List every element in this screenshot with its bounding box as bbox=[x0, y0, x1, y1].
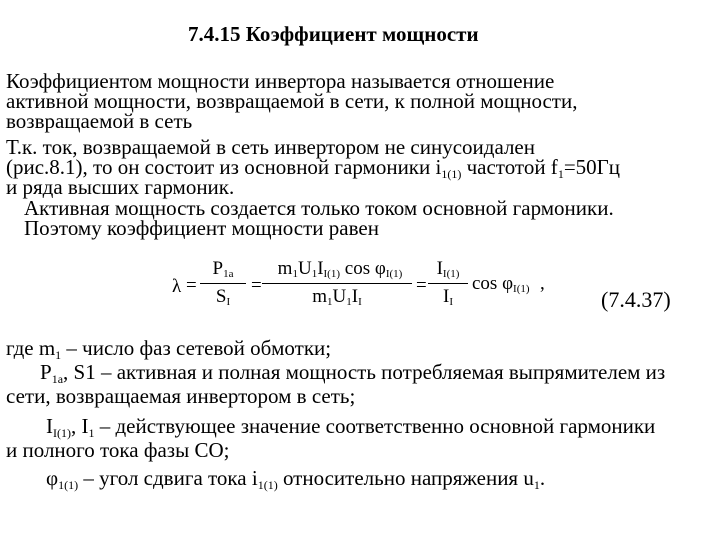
equals-sign: = bbox=[186, 275, 197, 296]
comma: , bbox=[540, 273, 545, 294]
subscript: 1 bbox=[292, 268, 298, 280]
definition-line bbox=[46, 414, 656, 440]
text-span: – число фаз сетевой обмотки; bbox=[61, 336, 332, 360]
paragraph-line: Т.к. ток, возвращаемой в сеть инвертором не синусоидален bbox=[6, 135, 535, 159]
symbol: I bbox=[351, 286, 359, 307]
subscript: I bbox=[226, 296, 231, 308]
definition-line: и полного тока фазы СО; bbox=[6, 438, 230, 462]
text-span: – действующее значение соответственно основной гармоники bbox=[94, 414, 656, 438]
fraction-numerator bbox=[265, 258, 415, 280]
symbol: m bbox=[277, 258, 293, 279]
fraction-numerator bbox=[200, 258, 246, 280]
subscript: 1 bbox=[327, 296, 333, 308]
subscript: 1 bbox=[55, 348, 62, 362]
page-title: 7.4.15 Коэффициент мощности bbox=[188, 22, 479, 46]
subscript: 1а bbox=[51, 372, 64, 386]
symbol: I bbox=[443, 286, 450, 307]
subscript: 1(1) bbox=[58, 478, 79, 492]
fraction-bar bbox=[428, 283, 468, 284]
subscript: 1(1) bbox=[441, 167, 462, 181]
definition-line bbox=[6, 336, 332, 362]
equals-sign: = bbox=[251, 275, 262, 296]
text-span: φ bbox=[46, 466, 59, 490]
lambda-symbol: λ bbox=[172, 276, 182, 297]
fraction-numerator bbox=[428, 258, 468, 280]
text-span: I bbox=[46, 414, 53, 438]
symbol: cos φ bbox=[340, 258, 386, 279]
subscript: I(1) bbox=[513, 283, 530, 295]
paragraph-line: и ряда высших гармоник. bbox=[6, 175, 235, 199]
symbol: I bbox=[317, 258, 324, 279]
definition-line bbox=[40, 360, 666, 386]
subscript: I(1) bbox=[53, 426, 71, 440]
paragraph-line: активной мощности, возвращаемой в сети, к полной мощности, bbox=[6, 89, 578, 113]
subscript: I bbox=[358, 296, 362, 308]
text-span: – угол сдвига тока i bbox=[78, 466, 258, 490]
text-span: P bbox=[40, 360, 52, 384]
text-span: . bbox=[539, 466, 546, 490]
text-span: относительно напряжения u bbox=[277, 466, 534, 490]
subscript: I bbox=[449, 296, 453, 308]
definition-line bbox=[46, 466, 546, 492]
subscript: 1 bbox=[533, 478, 540, 492]
symbol: I bbox=[436, 258, 443, 279]
subscript: I(1) bbox=[323, 268, 341, 280]
subscript: 1 bbox=[346, 296, 352, 308]
text-span: , I bbox=[71, 414, 89, 438]
symbol: U bbox=[332, 286, 347, 307]
equals-sign: = bbox=[416, 275, 427, 296]
subscript: 1 bbox=[311, 268, 318, 280]
text-span: где m bbox=[6, 336, 56, 360]
fraction-denominator bbox=[428, 286, 468, 308]
subscript: 1а bbox=[223, 268, 234, 280]
text-span: =50Гц bbox=[563, 155, 621, 179]
paragraph-line: Коэффициентом мощности инвертора называется отношение bbox=[6, 69, 555, 93]
text-span: частотой f bbox=[461, 155, 558, 179]
symbol: cos φ bbox=[472, 273, 514, 294]
paragraph-line: Активная мощность создается только током основной гармоники. bbox=[24, 196, 614, 220]
paragraph-line: возвращаемой в сеть bbox=[6, 109, 193, 133]
cosine-term bbox=[472, 273, 530, 295]
subscript: I(1) bbox=[385, 268, 403, 280]
text-span: (рис.8.1), то он состоит из основной гармоники i bbox=[6, 155, 442, 179]
fraction-denominator bbox=[262, 286, 412, 308]
subscript: 1(1) bbox=[257, 478, 278, 492]
symbol: m bbox=[312, 286, 328, 307]
symbol: U bbox=[297, 258, 312, 279]
fraction-bar bbox=[262, 283, 412, 284]
fraction-bar bbox=[200, 283, 246, 284]
fraction-denominator bbox=[200, 286, 246, 308]
equation-number: (7.4.37) bbox=[601, 287, 671, 312]
paragraph-line: Поэтому коэффициент мощности равен bbox=[24, 216, 379, 240]
text-span: , S1 – активная и полная мощность потребляемая выпрямителем из bbox=[63, 360, 666, 384]
definition-line: сети, возвращаемая инвертором в сеть; bbox=[6, 384, 356, 408]
symbol: S bbox=[215, 286, 227, 307]
subscript: 1 bbox=[557, 167, 564, 181]
subscript: 1 bbox=[88, 426, 95, 440]
subscript: I(1) bbox=[442, 268, 460, 280]
symbol: P bbox=[212, 258, 224, 279]
